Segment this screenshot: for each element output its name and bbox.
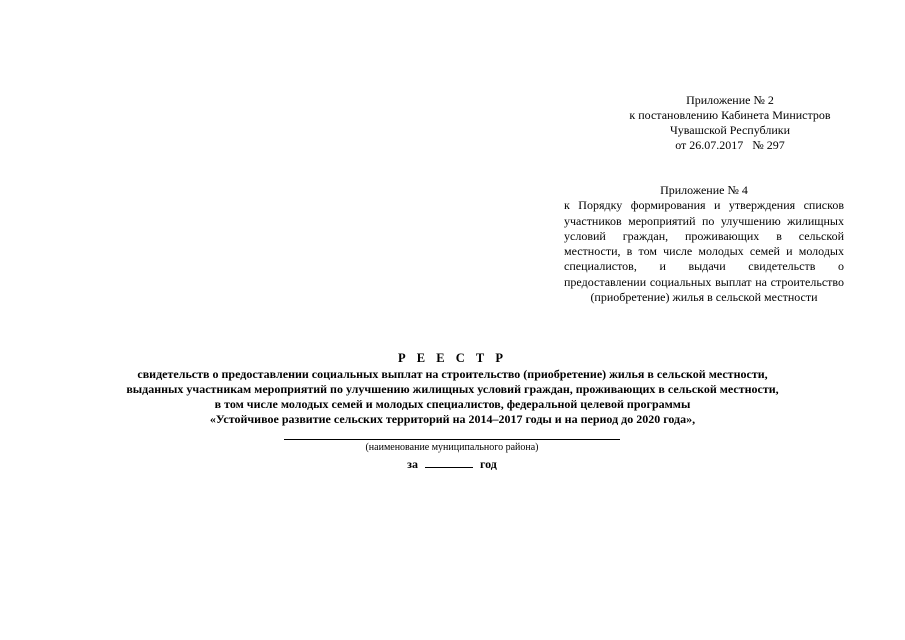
- year-blank: [425, 456, 473, 468]
- appendix-2-line-2: Чувашской Республики: [669, 123, 791, 137]
- appendix-4-body: к Порядку формирования и утверждения списков участников мероприятий по улучшению жилищных условий граждан, проживающих в сельской местности, в том числе молодых семей и молодых специалистов, и выдачи свидетельств о предоставлении социальных выплат на строительство (приобретение) жилья в сельской местности: [564, 198, 844, 305]
- year-suffix: год: [479, 457, 497, 471]
- registry-title: Р Е Е С Т Р: [398, 351, 507, 365]
- registry-line-4: «Устойчивое развитие сельских территорий на 2014–2017 годы и на период до 2020 года»,: [209, 412, 696, 426]
- appendix-2-date: от 26.07.2017: [675, 138, 744, 152]
- appendix-2-date-row: [600, 138, 860, 153]
- appendix-4-title: Приложение № 4: [660, 183, 748, 197]
- registry-line-2: выданных участникам мероприятий по улучшению жилищных условий граждан, проживающих в сельской местности,: [126, 382, 779, 396]
- appendix-2-header: [600, 93, 860, 153]
- appendix-2-line-1: к постановлению Кабинета Министров: [629, 108, 831, 122]
- year-prefix: за: [407, 457, 418, 471]
- appendix-2-number: № 297: [752, 138, 785, 152]
- district-name-line: [284, 439, 620, 440]
- appendix-2-title: Приложение № 2: [686, 93, 774, 107]
- registry-line-3: в том числе молодых семей и молодых специалистов, федеральной целевой программы: [214, 397, 691, 411]
- district-caption: (наименование муниципального района): [365, 442, 539, 453]
- appendix-4-header: [564, 183, 844, 305]
- registry-heading: [60, 351, 845, 427]
- year-row: [284, 456, 620, 472]
- registry-line-1: свидетельств о предоставлении социальных выплат на строительство (приобретение) жилья в сельской местности,: [137, 367, 768, 381]
